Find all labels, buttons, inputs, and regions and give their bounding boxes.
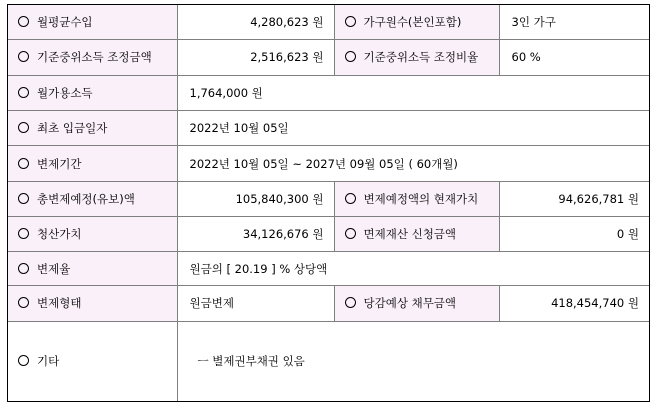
present-value-value: 94,626,781 원 bbox=[499, 181, 649, 216]
circle-bullet-icon bbox=[345, 51, 356, 62]
circle-bullet-icon bbox=[18, 263, 29, 274]
label-cell bbox=[334, 39, 499, 75]
circle-bullet-icon bbox=[345, 228, 356, 239]
label-cell bbox=[8, 181, 177, 216]
table-row bbox=[8, 75, 649, 110]
label-cell bbox=[8, 75, 177, 110]
repayment-plan-summary bbox=[7, 4, 650, 402]
liquidation-value: 34,126,676 원 bbox=[177, 216, 334, 251]
monthly-income-value: 4,280,623 원 bbox=[177, 5, 334, 39]
adjusted-amount-label: 기준중위소득 조정금액 bbox=[37, 50, 152, 65]
circle-bullet-icon bbox=[18, 158, 29, 169]
label-cell bbox=[334, 216, 499, 251]
table-row bbox=[8, 216, 649, 251]
table-row bbox=[8, 321, 649, 401]
circle-bullet-icon bbox=[345, 193, 356, 204]
monthly-income-label: 월평균수입 bbox=[37, 14, 93, 29]
label-cell bbox=[8, 321, 177, 401]
total-planned-value: 105,840,300 원 bbox=[177, 181, 334, 216]
circle-bullet-icon bbox=[18, 228, 29, 239]
repayment-rate-value: 원금의 [ 20.19 ] % 상당액 bbox=[177, 252, 649, 286]
expected-debt-label: 당감예상 채무금액 bbox=[363, 296, 457, 311]
expected-debt-value: 418,454,740 원 bbox=[499, 286, 649, 321]
table-row bbox=[8, 39, 649, 75]
circle-bullet-icon bbox=[345, 16, 356, 27]
present-value-label: 변제예정액의 현재가치 bbox=[363, 191, 479, 206]
exempt-assets-value: 0 원 bbox=[499, 216, 649, 251]
label-cell bbox=[8, 252, 177, 286]
table-row bbox=[8, 181, 649, 216]
table-row bbox=[8, 286, 649, 321]
available-income-label: 월가용소득 bbox=[37, 86, 93, 101]
available-income-value: 1,764,000 원 bbox=[177, 75, 649, 110]
repayment-type-label: 변제형태 bbox=[37, 296, 82, 311]
household-label: 가구원수(본인포함) bbox=[363, 14, 462, 29]
household-value: 3인 가구 bbox=[499, 5, 649, 39]
circle-bullet-icon bbox=[345, 297, 356, 308]
label-cell bbox=[8, 111, 177, 146]
circle-bullet-icon bbox=[18, 51, 29, 62]
adjusted-ratio-value: 60 % bbox=[499, 39, 649, 75]
label-cell bbox=[8, 216, 177, 251]
repayment-rate-label: 변제율 bbox=[37, 261, 71, 276]
label-cell bbox=[8, 146, 177, 181]
exempt-assets-label: 면제재산 신청금액 bbox=[363, 227, 457, 242]
other-label: 기타 bbox=[37, 354, 60, 369]
circle-bullet-icon bbox=[18, 355, 29, 366]
circle-bullet-icon bbox=[18, 297, 29, 308]
liquidation-label: 청산가치 bbox=[37, 227, 82, 242]
label-cell bbox=[334, 5, 499, 39]
circle-bullet-icon bbox=[18, 122, 29, 133]
circle-bullet-icon bbox=[18, 16, 29, 27]
circle-bullet-icon bbox=[18, 193, 29, 204]
label-cell bbox=[8, 286, 177, 321]
table-row bbox=[8, 252, 649, 286]
adjusted-ratio-label: 기준중위소득 조정비율 bbox=[363, 50, 479, 65]
first-payment-value: 2022년 10월 05일 bbox=[177, 111, 649, 146]
table-row bbox=[8, 146, 649, 181]
first-payment-label: 최초 입금일자 bbox=[37, 121, 108, 136]
table-row bbox=[8, 5, 649, 39]
period-value: 2022년 10월 05일 ~ 2027년 09월 05일 ( 60개월) bbox=[177, 146, 649, 181]
repayment-type-value: 원금변제 bbox=[177, 286, 334, 321]
label-cell bbox=[8, 5, 177, 39]
period-label: 변제기간 bbox=[37, 156, 82, 171]
label-cell bbox=[8, 39, 177, 75]
label-cell bbox=[334, 286, 499, 321]
total-planned-label: 총변제예정(유보)액 bbox=[37, 191, 135, 206]
other-value: ㅡ 별제권부채권 있음 bbox=[177, 321, 649, 401]
table-row bbox=[8, 111, 649, 146]
summary-table bbox=[8, 5, 649, 401]
circle-bullet-icon bbox=[18, 87, 29, 98]
adjusted-amount-value: 2,516,623 원 bbox=[177, 39, 334, 75]
label-cell bbox=[334, 181, 499, 216]
